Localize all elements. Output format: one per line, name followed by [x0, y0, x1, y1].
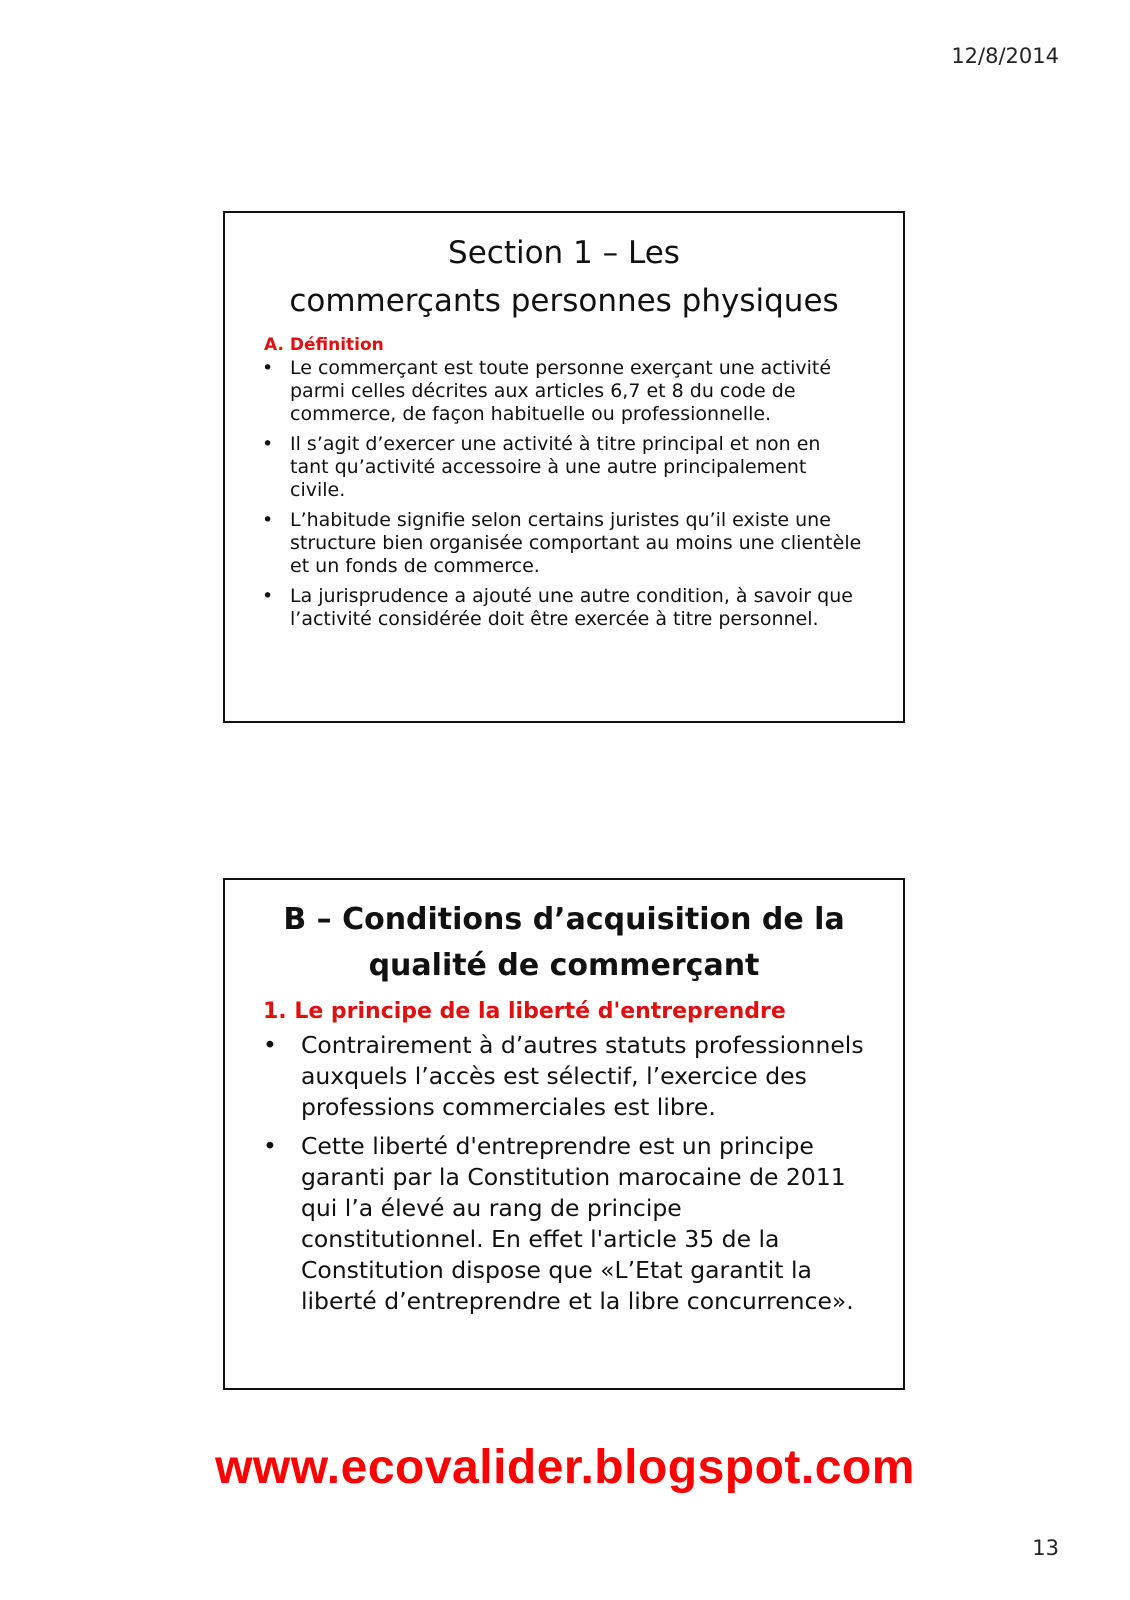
list-item-text: Contrairement à d’autres statuts professionnels auxquels l’accès est sélectif, l’exercice des professions commerciales est libre.	[301, 1031, 864, 1121]
slide-title-line-1: B – Conditions d’acquisition de la	[283, 902, 845, 937]
bullet-icon: •	[263, 1132, 277, 1160]
list-item	[263, 1030, 865, 1123]
slide-conditions	[223, 878, 905, 1390]
website-watermark: www.ecovalider.blogspot.com	[215, 1441, 915, 1494]
bullet-icon: •	[262, 585, 274, 607]
list-item	[262, 585, 863, 631]
list-item	[263, 1131, 865, 1317]
bullet-icon: •	[262, 433, 274, 455]
slide-title	[225, 213, 903, 325]
slide-definition	[223, 211, 905, 723]
bullet-icon: •	[262, 509, 274, 531]
section-subheading: 1. Le principe de la liberté d'entreprendre	[263, 999, 786, 1024]
page-date: 12/8/2014	[951, 44, 1059, 68]
bullet-icon: •	[263, 1031, 277, 1059]
bullet-list	[262, 357, 863, 631]
list-item-text: Il s’agit d’exercer une activité à titre principal et non en tant qu’activité accessoire à une autre principalement civile.	[290, 433, 821, 501]
slide-title-line-2: commerçants personnes physiques	[289, 283, 839, 319]
list-item	[262, 357, 863, 426]
bullet-list	[263, 1030, 865, 1317]
page-number: 13	[1032, 1536, 1059, 1560]
list-item-text: Cette liberté d'entreprendre est un principe garanti par la Constitution marocaine de 2011 qui l’a élevé au rang de principe constitutionnel. En effet l'article 35 de la Constitution dispose que «L’Etat garantit la liberté d’entreprendre et la libre concurrence».	[301, 1132, 854, 1315]
slide-title-line-2: qualité de commerçant	[368, 948, 760, 983]
bullet-icon: •	[262, 357, 274, 379]
slide-title	[225, 880, 903, 989]
list-item	[262, 433, 863, 502]
list-item	[262, 509, 863, 578]
slide-title-line-1: Section 1 – Les	[448, 235, 680, 271]
list-item-text: L’habitude signifie selon certains juristes qu’il existe une structure bien organisée comportant au moins une clientèle et un fonds de commerce.	[290, 509, 862, 577]
section-subheading: A. Définition	[264, 335, 384, 355]
list-item-text: La jurisprudence a ajouté une autre condition, à savoir que l’activité considérée doit être exercée à titre personnel.	[290, 585, 853, 630]
list-item-text: Le commerçant est toute personne exerçant une activité parmi celles décrites aux articles 6,7 et 8 du code de commerce, de façon habituelle ou professionnelle.	[290, 357, 832, 425]
